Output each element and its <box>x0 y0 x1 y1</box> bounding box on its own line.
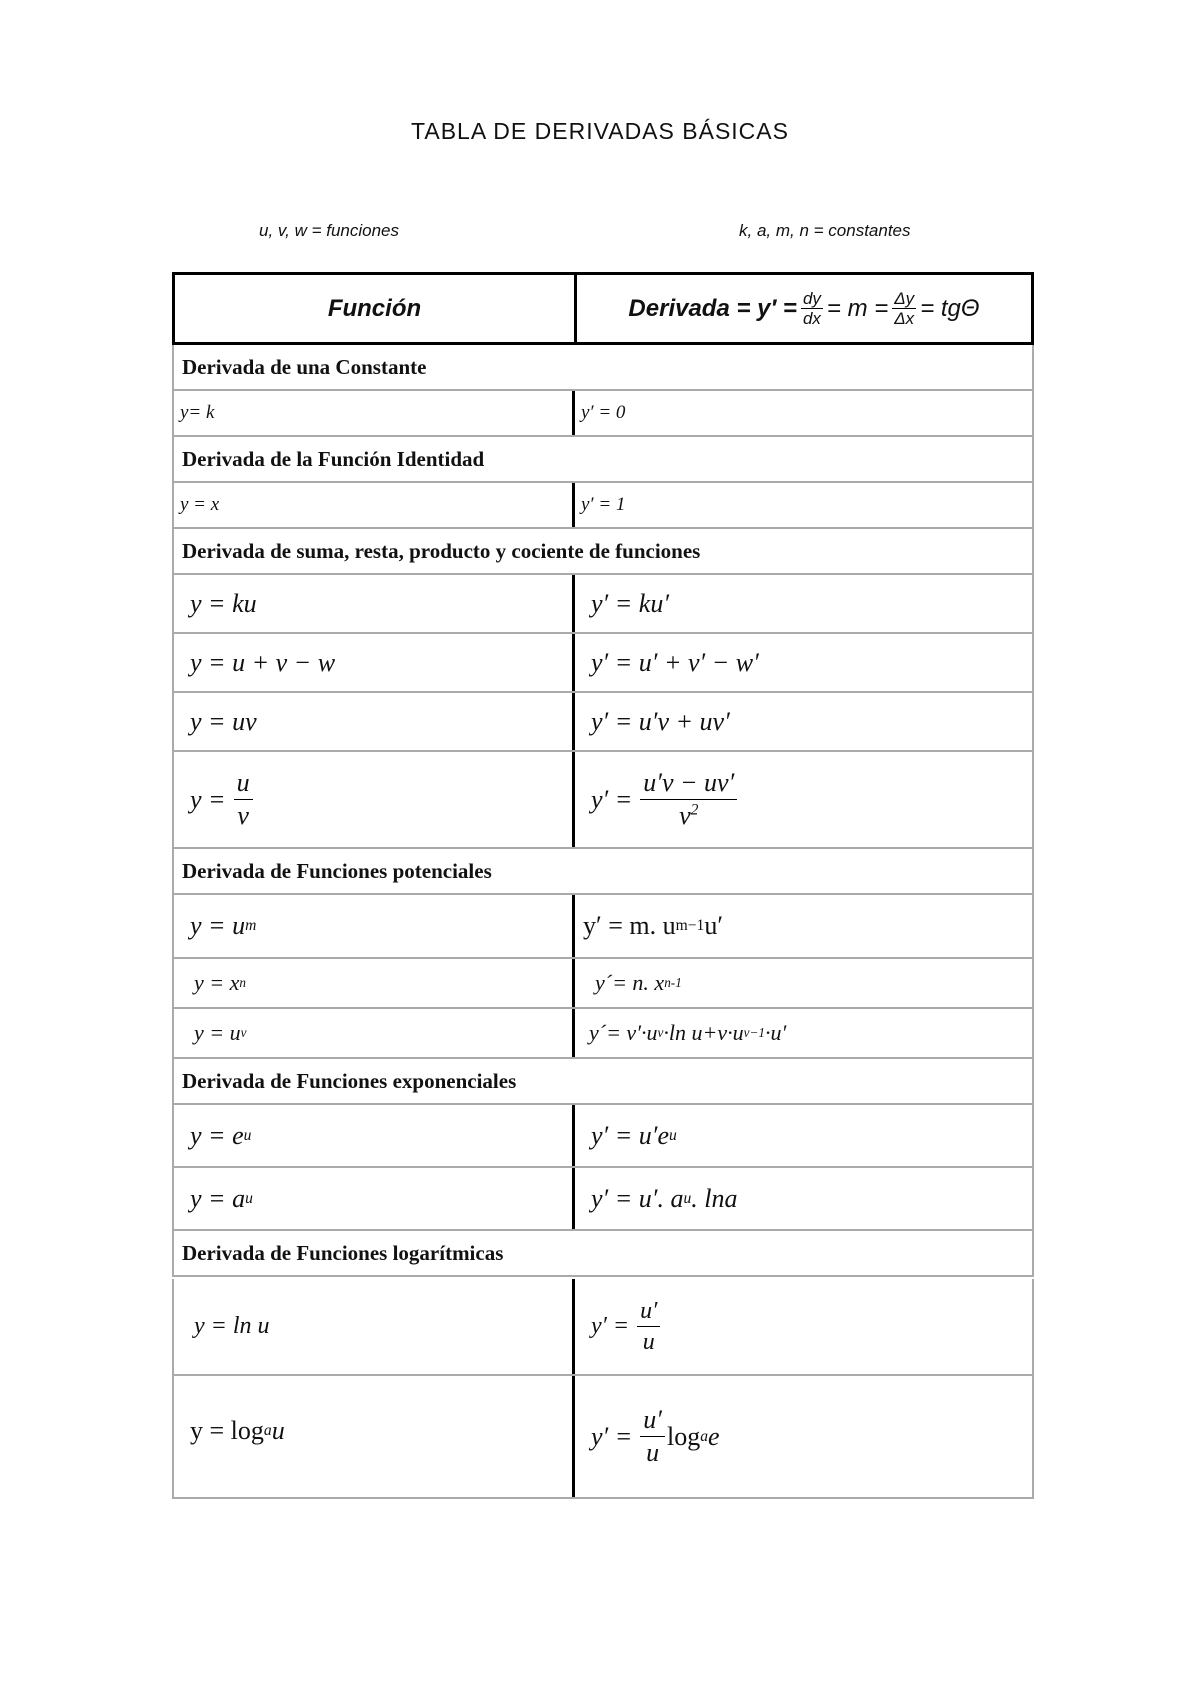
derivative-cell: y′ = $\frac{u'}{u}$ <box>575 1279 1032 1374</box>
quotient-derivative-fraction: $\frac{u'v - uv'}{v^2}$ <box>640 767 737 833</box>
header-funcion: Función <box>175 275 577 342</box>
equals-m: = m = <box>826 294 889 322</box>
derivative-cell: y′ = u′v + uv′ <box>591 706 730 736</box>
function-cell: y = u m <box>174 895 575 957</box>
derivative-cell: y′ = m. u m−1 u′ <box>583 911 723 940</box>
dy: dy <box>802 289 821 308</box>
ln-derivative-fraction: $\frac{u'}{u}$ <box>637 1296 660 1357</box>
table-row <box>172 693 1034 752</box>
table-row <box>172 895 1034 959</box>
header-derivada-label: Derivada = y′ = <box>628 294 797 322</box>
table-row <box>172 1168 1034 1231</box>
quotient-fraction: $\frac{u}{v}$ <box>234 767 253 833</box>
legend-constantes: k, a, m, n = constantes <box>739 221 911 240</box>
header-derivada <box>577 275 1031 342</box>
derivative-cell: y′ = 1 <box>581 494 626 515</box>
derivatives-table <box>172 272 1034 1499</box>
equals-tg: = tgΘ <box>920 294 980 322</box>
section-constante: Derivada de una Constante <box>172 345 1034 391</box>
section-exponenciales: Derivada de Funciones exponenciales <box>172 1059 1034 1105</box>
table-row <box>172 1279 1034 1376</box>
derivative-cell: y′ = $\frac{u'}{u}$ log a e <box>575 1376 1032 1517</box>
legend-funciones: u, v, w = funciones <box>259 221 400 240</box>
dy-dx-fraction <box>801 289 823 328</box>
function-cell: y = a u <box>174 1168 575 1229</box>
table-header <box>172 272 1034 345</box>
table-row <box>172 634 1034 693</box>
section-suma: Derivada de suma, resta, producto y cociente de funciones <box>172 529 1034 575</box>
table-row <box>172 1009 1034 1059</box>
section-potenciales: Derivada de Funciones potenciales <box>172 849 1034 895</box>
function-cell: y = x n <box>174 959 575 1007</box>
table-row <box>172 483 1034 529</box>
derivative-cell: y′ = u′. a u . lna <box>591 1183 738 1213</box>
function-cell: y = u + v − w <box>174 634 575 691</box>
function-cell: y = x <box>174 483 575 527</box>
derivative-cell: y′ = u′e u <box>591 1120 677 1150</box>
log-derivative-fraction: $\frac{u'}{u}$ <box>640 1404 665 1470</box>
delta-fraction <box>892 289 916 328</box>
derivative-cell: y´= v′·u v ·ln u+v·u v−1 ·u′ <box>589 1020 787 1045</box>
derivative-cell: y′ = 0 <box>581 402 626 423</box>
function-cell: y = ku <box>174 575 575 632</box>
dx: dx <box>802 309 821 328</box>
function-cell: y = uv <box>174 693 575 750</box>
function-cell: y = e u <box>174 1105 575 1166</box>
function-cell: y = $\frac{u}{v}$ <box>174 752 575 847</box>
page-title: TABLA DE DERIVADAS BÁSICAS <box>411 118 789 144</box>
function-cell: y= k <box>174 391 575 435</box>
section-logaritmicas: Derivada de Funciones logarítmicas <box>172 1231 1034 1277</box>
function-cell: y = ln u <box>174 1279 575 1374</box>
delta-y: Δy <box>894 289 915 308</box>
table-row <box>172 752 1034 849</box>
table-row <box>172 1376 1034 1499</box>
section-identidad: Derivada de la Función Identidad <box>172 437 1034 483</box>
function-cell: y = log a u <box>174 1376 575 1497</box>
table-row <box>172 959 1034 1009</box>
derivative-cell: y′ = $\frac{u'v - uv'}{v^2}$ <box>575 752 1032 847</box>
derivative-cell: y´= n. x n-1 <box>595 970 682 995</box>
delta-x: Δx <box>894 309 915 328</box>
table-row <box>172 391 1034 437</box>
function-cell: y = u v <box>174 1009 575 1057</box>
derivative-cell: y′ = ku′ <box>591 588 669 618</box>
derivative-cell: y′ = u′ + v′ − w′ <box>591 647 759 677</box>
table-row <box>172 575 1034 634</box>
table-row <box>172 1105 1034 1168</box>
